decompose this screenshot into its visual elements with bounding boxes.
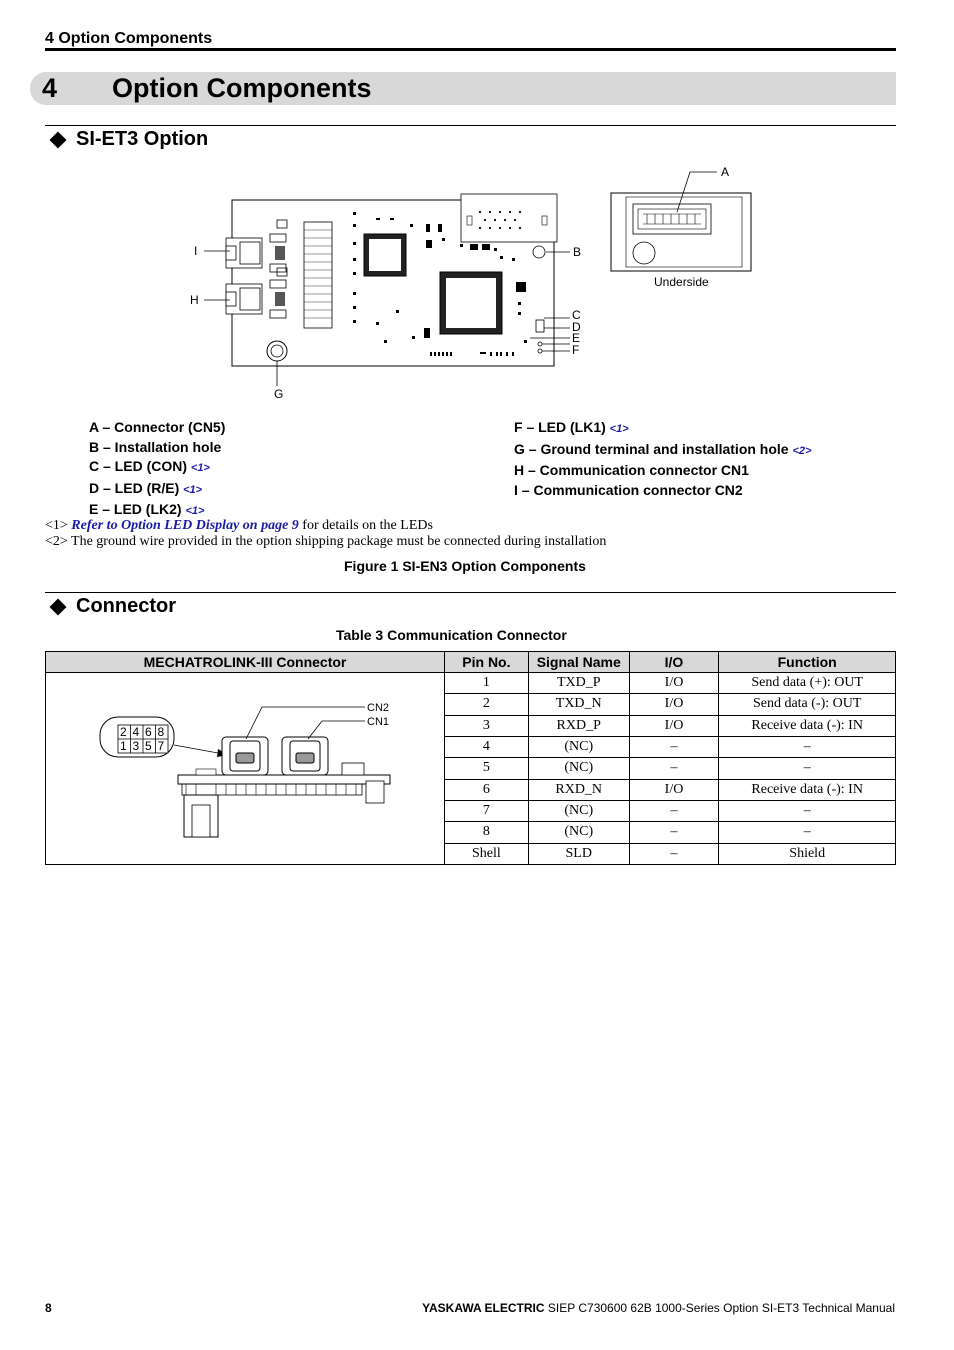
label-underside: Underside (654, 275, 709, 289)
label-cn1: CN1 (367, 716, 390, 728)
legend-item-i: I – Communication connector CN2 (514, 481, 743, 498)
label-c: C (572, 308, 581, 322)
signal-name: TXD_N (528, 694, 629, 715)
pin-number: 8 (445, 822, 529, 843)
pin-number: 6 (445, 779, 529, 800)
header-rule (45, 48, 896, 51)
signal-name: RXD_P (528, 715, 629, 736)
figure-caption: Figure 1 SI-EN3 Option Components (344, 558, 586, 574)
function: Shield (719, 843, 896, 864)
cn5-footprint (461, 194, 557, 242)
table-header-row (46, 652, 896, 673)
legend-item-c: C – LED (CON) <1> (89, 458, 210, 474)
label-a: A (721, 165, 730, 179)
diamond-bullet-icon (50, 598, 67, 615)
chapter-number: 4 (42, 73, 58, 103)
signal-name: RXD_N (528, 779, 629, 800)
mechatrolink-connector-diagram (46, 673, 444, 859)
pin-label: 7 (157, 739, 165, 753)
section-title: SI-ET3 Option (76, 128, 209, 150)
pin-label: 6 (145, 725, 152, 739)
label-g: G (274, 387, 284, 401)
connector-illustration-cell (46, 673, 445, 865)
pin-number: 5 (445, 758, 529, 779)
label-h: H (190, 293, 199, 307)
section-heading-si-et3 (50, 128, 208, 151)
label-b: B (573, 245, 582, 259)
chapter-title: Option Components (112, 73, 372, 103)
signal-name: TXD_P (528, 673, 629, 694)
led-ref-link[interactable]: <1> (183, 483, 203, 496)
io-type: – (629, 800, 719, 821)
signal-name: (NC) (528, 822, 629, 843)
pin-label: 1 (120, 739, 127, 753)
installation-hole-b (533, 246, 545, 258)
si-et3-board-diagram (180, 160, 780, 405)
pin-number: 4 (445, 736, 529, 757)
legend-left (89, 418, 225, 522)
function: Receive data (-): IN (719, 779, 896, 800)
io-type: – (629, 822, 719, 843)
label-cn2: CN2 (367, 702, 390, 714)
label-e: E (572, 331, 581, 345)
pin-number: 1 (445, 673, 529, 694)
cn1-connector (222, 737, 268, 775)
pin-label: 5 (145, 739, 152, 753)
ground-ref-link[interactable]: <2> (792, 444, 812, 457)
io-type: I/O (629, 715, 719, 736)
pin-label: 4 (132, 725, 140, 739)
legend-right (514, 418, 811, 500)
table-row (46, 673, 896, 694)
legend-item-e: E – LED (LK2) <1> (89, 501, 205, 517)
label-f: F (572, 343, 580, 357)
led-ref-link[interactable]: <1> (190, 462, 210, 474)
column-header: MECHATROLINK-III Connector (46, 652, 445, 673)
running-header: 4 Option Components (45, 30, 213, 47)
signal-name: (NC) (528, 800, 629, 821)
note-2: <2> The ground wire provided in the option shipping package must be connected during installation (45, 534, 607, 549)
legend-item-d: D – LED (R/E) <1> (89, 479, 203, 496)
cn2-connector (282, 737, 328, 775)
column-header: Pin No. (445, 652, 529, 673)
legend-item-a: A – Connector (CN5) (89, 419, 226, 435)
function: – (719, 822, 896, 843)
led-display-link[interactable]: Refer to Option LED Display on page 9 (71, 518, 299, 533)
column-header: Function (719, 652, 896, 673)
signal-name: (NC) (528, 758, 629, 779)
section-rule (45, 592, 896, 593)
section-title: Connector (76, 595, 176, 617)
diamond-bullet-icon (50, 131, 67, 148)
function: Send data (-): OUT (719, 694, 896, 715)
function: – (719, 736, 896, 757)
pin-label: 8 (157, 725, 165, 739)
function: – (719, 758, 896, 779)
io-type: – (629, 758, 719, 779)
io-type: – (629, 843, 719, 864)
legend-item-f: F – LED (LK1) <1> (514, 419, 629, 435)
column-header: I/O (629, 652, 719, 673)
signal-name: SLD (528, 843, 629, 864)
function: Receive data (-): IN (719, 715, 896, 736)
function: – (719, 800, 896, 821)
pin-number: 2 (445, 694, 529, 715)
pcb-edge (178, 775, 390, 784)
legend-item-b: B – Installation hole (89, 438, 222, 455)
io-type: I/O (629, 779, 719, 800)
led-ref-link[interactable]: <1> (185, 505, 205, 517)
pin-number: 3 (445, 715, 529, 736)
legend-item-h: H – Communication connector CN1 (514, 462, 749, 478)
legend-item-g: G – Ground terminal and installation hole <2> (514, 440, 812, 457)
note-1: <1> Refer to Option LED Display on page 9 for details on the LEDs (45, 518, 433, 533)
footer-doc-info (422, 1301, 895, 1315)
label-i: I (194, 244, 198, 258)
pin-number: Shell (445, 843, 529, 864)
column-header: Signal Name (528, 652, 629, 673)
pin-label: 2 (120, 725, 127, 739)
pin-label: 3 (132, 739, 140, 753)
brand-name: YASKAWA ELECTRIC (422, 1301, 545, 1315)
function: Send data (+): OUT (719, 673, 896, 694)
section-heading-connector (50, 595, 176, 618)
table-caption: Table 3 Communication Connector (336, 627, 567, 643)
communication-connector-table (45, 651, 896, 865)
doc-title: SIEP C730600 62B 1000-Series Option SI-ET3 Technical Manual (544, 1301, 895, 1315)
io-type: – (629, 736, 719, 757)
label-d: D (572, 320, 581, 334)
signal-name: (NC) (528, 736, 629, 757)
page-number: 8 (45, 1301, 52, 1315)
section-rule (45, 125, 896, 126)
led-ref-link[interactable]: <1> (609, 423, 629, 435)
io-type: I/O (629, 694, 719, 715)
pin-number: 7 (445, 800, 529, 821)
io-type: I/O (629, 673, 719, 694)
